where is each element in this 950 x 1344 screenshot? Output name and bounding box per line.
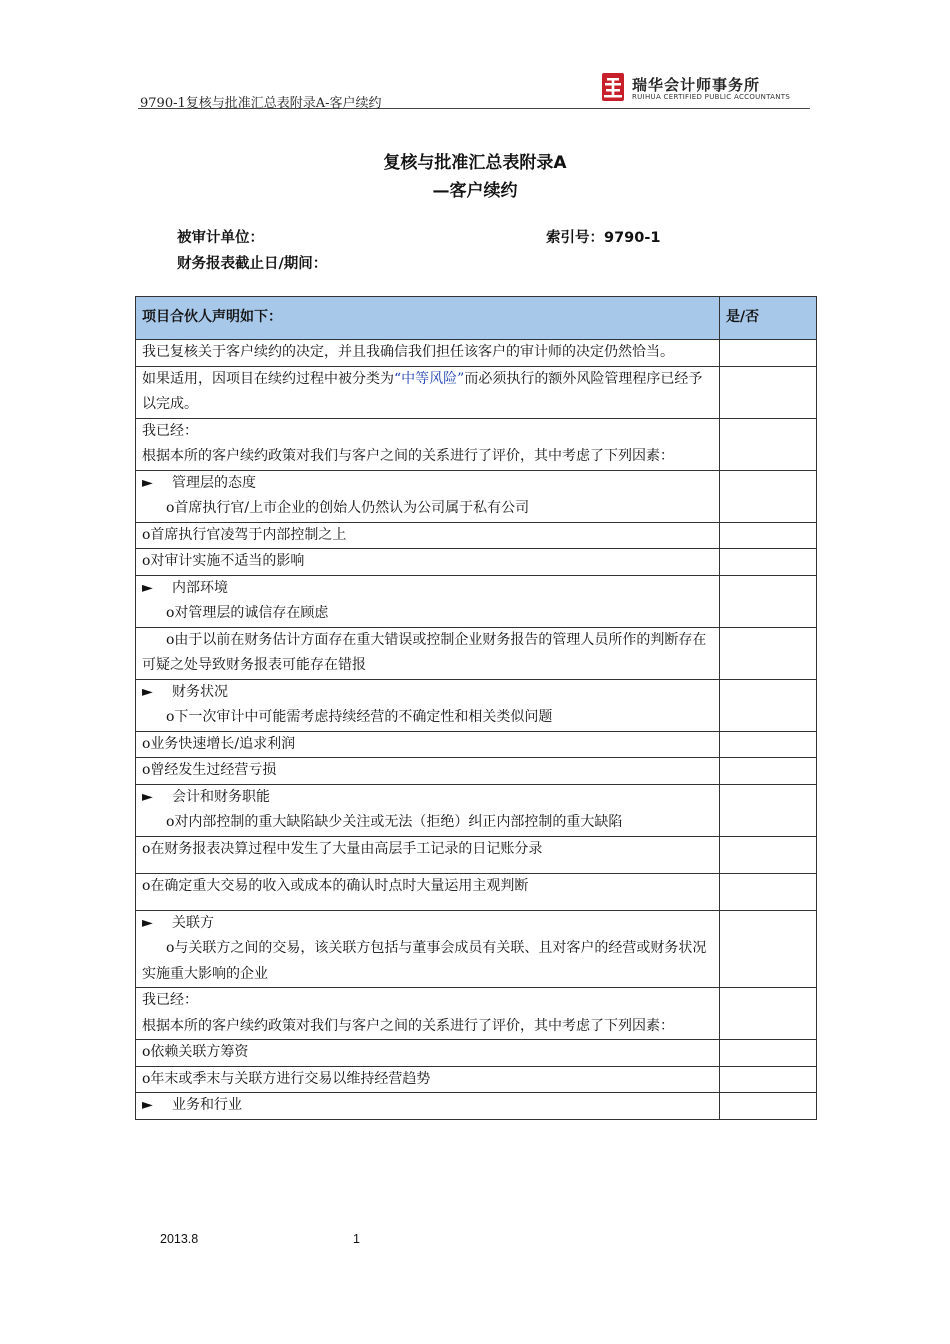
statement-line: 我已经： <box>142 422 198 439</box>
firm-logo <box>600 72 830 106</box>
category-heading: 管理层的态度 <box>172 474 256 491</box>
yes-no-column-header: 是/否 <box>720 297 817 340</box>
yes-no-cell[interactable] <box>720 679 817 731</box>
yes-no-cell[interactable] <box>720 575 817 627</box>
table-row <box>136 1040 817 1067</box>
statement-line: 根据本所的客户续约政策对我们与客户之间的关系进行了评价，其中考虑了下列因素： <box>142 448 674 464</box>
statement-column-header: 项目合伙人声明如下： <box>136 297 720 340</box>
category-heading: 关联方 <box>172 914 214 931</box>
table-row <box>136 366 817 418</box>
factor-item: o首席执行官/上市企业的创始人仍然认为公司属于私有公司 <box>166 500 530 516</box>
yes-no-cell[interactable] <box>720 418 817 470</box>
table-row <box>136 522 817 549</box>
yes-no-cell[interactable] <box>720 627 817 679</box>
bullet-triangle-icon: ► <box>142 683 153 700</box>
bullet-triangle-icon: ► <box>142 474 153 491</box>
footer-date: 2013.8 <box>160 1232 199 1246</box>
factor-item: o依赖关联方筹资 <box>136 1040 720 1067</box>
bullet-triangle-icon: ► <box>142 914 153 931</box>
bullet-triangle-icon: ► <box>142 788 153 805</box>
statement-cell <box>136 679 720 731</box>
statement-cell <box>136 470 720 522</box>
table-header-row <box>136 297 817 340</box>
bullet-triangle-icon: ► <box>142 579 153 596</box>
yes-no-cell[interactable] <box>720 836 817 873</box>
factor-item: o由于以前在财务估计方面存在重大错误或控制企业财务报告的管理人员所作的判断存在可疑之处导致财务报表可能存在错报 <box>136 627 720 679</box>
index-number-label: 索引号：9790-1 <box>546 230 661 246</box>
table-row <box>136 1093 817 1120</box>
factor-item: o曾经发生过经营亏损 <box>136 758 720 785</box>
logo-icon <box>600 72 626 102</box>
factor-item: o年末或季末与关联方进行交易以维持经营趋势 <box>136 1066 720 1093</box>
factor-item: o与关联方之间的交易，该关联方包括与董事会成员有关联、且对客户的经营或财务状况实施重大影响的企业 <box>142 940 707 982</box>
document-header-title: 9790-1复核与批准汇总表附录A-客户续约 <box>140 96 382 111</box>
factor-item: o对管理层的诚信存在顾虑 <box>166 605 329 621</box>
factor-item: o下一次审计中可能需考虑持续经营的不确定性和相关类似问题 <box>166 709 553 725</box>
factor-item: o对内部控制的重大缺陷缺少关注或无法（拒绝）纠正内部控制的重大缺陷 <box>166 814 623 830</box>
table-row <box>136 758 817 785</box>
yes-no-cell[interactable] <box>720 366 817 418</box>
statement-cell <box>136 1093 720 1120</box>
table-row <box>136 873 817 910</box>
statement-line: 根据本所的客户续约政策对我们与客户之间的关系进行了评价，其中考虑了下列因素： <box>142 1017 674 1034</box>
table-row <box>136 549 817 576</box>
page-title: 复核与批准汇总表附录A <box>383 153 567 173</box>
table-row <box>136 836 817 873</box>
table-row <box>136 1066 817 1093</box>
yes-no-cell[interactable] <box>720 873 817 910</box>
yes-no-cell[interactable] <box>720 758 817 785</box>
factor-item: o业务快速增长/追求利润 <box>136 731 720 758</box>
yes-no-cell[interactable] <box>720 470 817 522</box>
category-heading: 内部环境 <box>172 579 228 596</box>
table-row <box>136 470 817 522</box>
page-number: 1 <box>353 1232 360 1246</box>
category-heading: 会计和财务职能 <box>172 788 270 805</box>
statement-cell <box>136 366 720 418</box>
table-row <box>136 627 817 679</box>
logo-chinese-name: 瑞华会计师事务所 <box>632 76 761 94</box>
table-row <box>136 910 817 988</box>
statement-cell: 我已复核关于客户续约的决定，并且我确信我们担任该客户的审计师的决定仍然恰当。 <box>136 340 720 367</box>
yes-no-cell[interactable] <box>720 1040 817 1067</box>
audited-entity-label: 被审计单位： <box>177 230 264 246</box>
table-row <box>136 988 817 1040</box>
yes-no-cell[interactable] <box>720 1093 817 1120</box>
statement-cell <box>136 784 720 836</box>
header-divider <box>138 108 810 109</box>
factor-item: o首席执行官凌驾于内部控制之上 <box>136 522 720 549</box>
category-heading: 财务状况 <box>172 683 228 700</box>
partner-declaration-table <box>135 296 817 1120</box>
statement-text: 而必须执行的额外风险管理程序已经予以完成。 <box>142 370 703 412</box>
yes-no-cell[interactable] <box>720 988 817 1040</box>
table-row <box>136 575 817 627</box>
factor-item: o在确定重大交易的收入或成本的确认时点时大量运用主观判断 <box>136 873 720 910</box>
factor-item: o对审计实施不适当的影响 <box>136 549 720 576</box>
statement-line: 我已经： <box>142 992 198 1008</box>
page-subtitle: —客户续约 <box>432 181 518 201</box>
statement-cell <box>136 418 720 470</box>
statement-text: 如果适用，因项目在续约过程中被分类为 <box>142 370 394 387</box>
bullet-triangle-icon: ► <box>142 1097 153 1113</box>
yes-no-cell[interactable] <box>720 1066 817 1093</box>
yes-no-cell[interactable] <box>720 549 817 576</box>
risk-classification-text: “中等风险” <box>394 370 465 387</box>
category-heading: 业务和行业 <box>172 1097 242 1113</box>
logo-english-name: RUIHUA CERTIFIED PUBLIC ACCOUNTANTS <box>632 93 791 101</box>
table-row <box>136 340 817 367</box>
statement-cell <box>136 988 720 1040</box>
table-row <box>136 784 817 836</box>
statement-cell <box>136 575 720 627</box>
yes-no-cell[interactable] <box>720 910 817 988</box>
factor-item: o在财务报表决算过程中发生了大量由高层手工记录的日记账分录 <box>136 836 720 873</box>
yes-no-cell[interactable] <box>720 784 817 836</box>
table-row <box>136 679 817 731</box>
table-row <box>136 418 817 470</box>
yes-no-cell[interactable] <box>720 731 817 758</box>
yes-no-cell[interactable] <box>720 522 817 549</box>
yes-no-cell[interactable] <box>720 340 817 367</box>
table-row <box>136 731 817 758</box>
statement-cell <box>136 910 720 988</box>
period-label: 财务报表截止日/期间： <box>177 256 328 272</box>
